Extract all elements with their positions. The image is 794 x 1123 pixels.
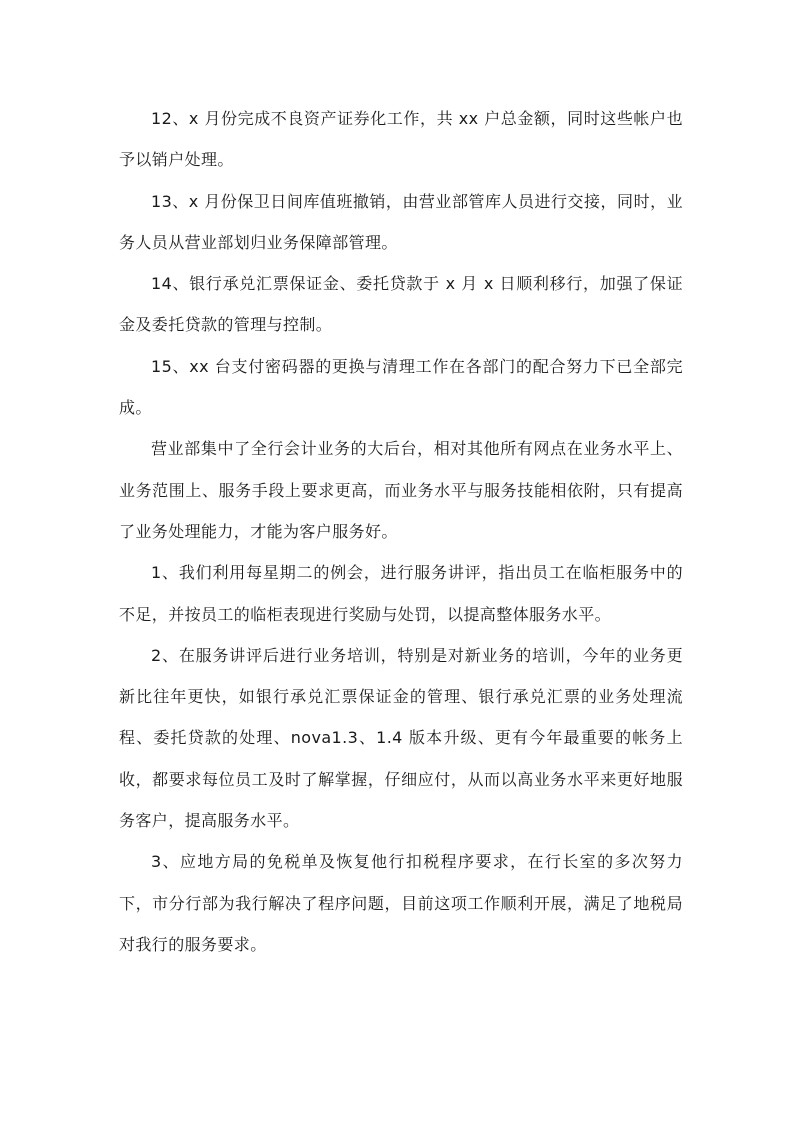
paragraph-item-15: 15、xx 台支付密码器的更换与清理工作在各部门的配合努力下已全部完成。 bbox=[119, 356, 683, 418]
paragraph-item-14: 14、银行承兑汇票保证金、委托贷款于 x 月 x 日顺利移行，加强了保证金及委托贷款的管理与控制。 bbox=[119, 274, 683, 335]
paragraph-measure-2: 2、在服务讲评后进行业务培训，特别是对新业务的培训，今年的业务更新比往年更快，如银行承兑汇票保证金的管理、银行承兑汇票的业务处理流程、委托贷款的处理、nova1.3、1.4 版本升级、更有今年最重要的帐务上收，都要求每位员工及时了解掌握，仔细应付，从而以高业务水平来更好地服务客户，提高服务水平。 bbox=[119, 645, 683, 831]
paragraph-item-12: 12、x 月份完成不良资产证券化工作，共 xx 户总金额，同时这些帐户也予以销户处理。 bbox=[119, 109, 683, 170]
paragraph-summary: 营业部集中了全行会计业务的大后台，相对其他所有网点在业务水平上、业务范围上、服务手段上要求更高，而业务水平与服务技能相依附，只有提高了业务处理能力，才能为客户服务好。 bbox=[119, 439, 683, 541]
document-body bbox=[119, 98, 683, 965]
paragraph-measure-1: 1、我们利用每星期二的例会，进行服务讲评，指出员工在临柜服务中的不足，并按员工的临柜表现进行奖励与处罚，以提高整体服务水平。 bbox=[119, 563, 683, 624]
paragraph-measure-3: 3、应地方局的免税单及恢复他行扣税程序要求，在行长室的多次努力下，市分行部为我行解决了程序问题，目前这项工作顺利开展，满足了地税局对我行的服务要求。 bbox=[119, 852, 683, 954]
paragraph-item-13: 13、x 月份保卫日间库值班撤销，由营业部管库人员进行交接，同时，业务人员从营业部划归业务保障部管理。 bbox=[119, 191, 683, 252]
